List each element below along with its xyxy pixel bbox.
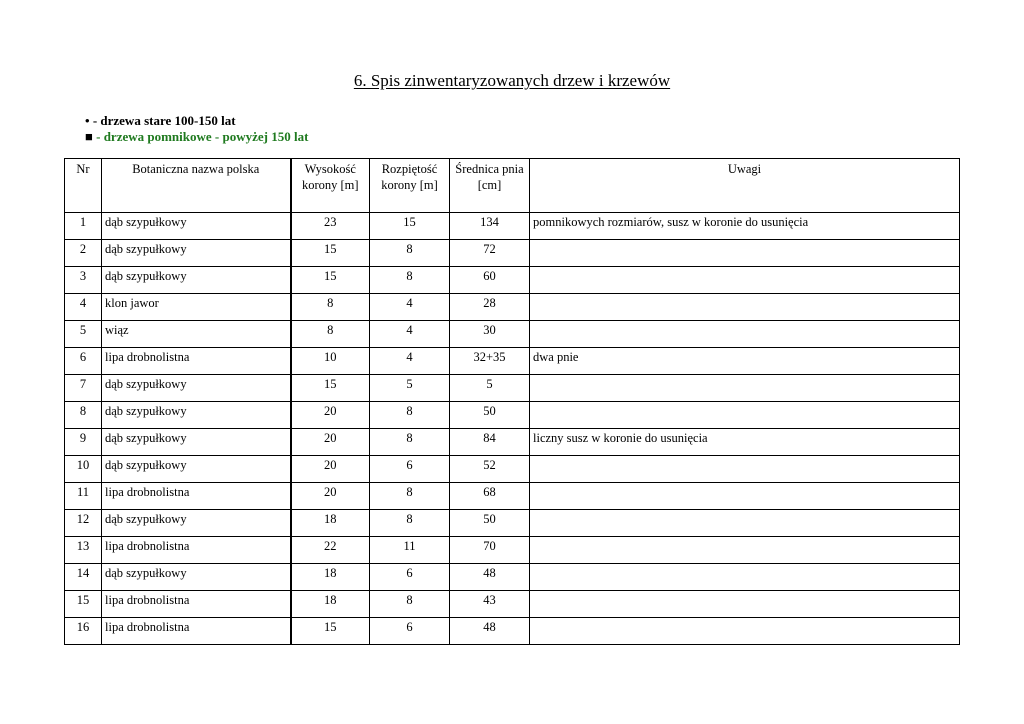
cell-crown-span: 4: [370, 348, 450, 375]
header-name: Botaniczna nazwa polska: [102, 159, 291, 213]
cell-name: lipa drobnolistna: [102, 483, 291, 510]
table-row: [65, 483, 960, 510]
cell-notes: [530, 294, 960, 321]
cell-notes: [530, 564, 960, 591]
cell-crown-height: 15: [291, 618, 370, 645]
cell-notes: pomnikowych rozmiarów, susz w koronie do usunięcia: [530, 213, 960, 240]
cell-trunk-diameter: 68: [450, 483, 530, 510]
legend-item-monument-trees: [85, 129, 308, 145]
cell-name: dąb szypułkowy: [102, 402, 291, 429]
cell-nr: 15: [65, 591, 102, 618]
cell-nr: 14: [65, 564, 102, 591]
cell-crown-height: 10: [291, 348, 370, 375]
cell-nr: 5: [65, 321, 102, 348]
cell-crown-height: 20: [291, 456, 370, 483]
cell-notes: dwa pnie: [530, 348, 960, 375]
table-row: [65, 537, 960, 564]
cell-nr: 12: [65, 510, 102, 537]
table-row: [65, 591, 960, 618]
square-icon: ■: [85, 129, 93, 144]
cell-nr: 13: [65, 537, 102, 564]
cell-nr: 7: [65, 375, 102, 402]
header-crown-span: Rozpiętość korony [m]: [370, 159, 450, 213]
cell-crown-span: 6: [370, 618, 450, 645]
page-title: 6. Spis zinwentaryzowanych drzew i krzewów: [353, 71, 671, 90]
cell-trunk-diameter: 30: [450, 321, 530, 348]
legend-item-old-trees: [85, 113, 308, 129]
cell-crown-span: 11: [370, 537, 450, 564]
cell-nr: 11: [65, 483, 102, 510]
cell-trunk-diameter: 60: [450, 267, 530, 294]
cell-trunk-diameter: 72: [450, 240, 530, 267]
table-row: [65, 240, 960, 267]
table-row: [65, 321, 960, 348]
cell-notes: [530, 510, 960, 537]
cell-name: lipa drobnolistna: [102, 618, 291, 645]
cell-crown-span: 15: [370, 213, 450, 240]
cell-name: dąb szypułkowy: [102, 429, 291, 456]
cell-name: lipa drobnolistna: [102, 591, 291, 618]
table-header-row: [65, 159, 960, 213]
cell-crown-height: 20: [291, 483, 370, 510]
cell-notes: [530, 591, 960, 618]
cell-notes: [530, 375, 960, 402]
cell-crown-height: 22: [291, 537, 370, 564]
cell-name: klon jawor: [102, 294, 291, 321]
cell-crown-height: 15: [291, 267, 370, 294]
legend-label-monument-trees: - drzewa pomnikowe - powyżej 150 lat: [92, 129, 309, 144]
cell-nr: 10: [65, 456, 102, 483]
cell-crown-span: 5: [370, 375, 450, 402]
table-row: [65, 402, 960, 429]
cell-notes: [530, 618, 960, 645]
cell-trunk-diameter: 43: [450, 591, 530, 618]
header-notes: Uwagi: [530, 159, 960, 213]
header-crown-height: Wysokość korony [m]: [291, 159, 370, 213]
cell-nr: 6: [65, 348, 102, 375]
cell-nr: 3: [65, 267, 102, 294]
cell-crown-height: 20: [291, 429, 370, 456]
cell-trunk-diameter: 52: [450, 456, 530, 483]
table-row: [65, 294, 960, 321]
table-row: [65, 267, 960, 294]
cell-crown-height: 18: [291, 591, 370, 618]
table-row: [65, 213, 960, 240]
cell-name: dąb szypułkowy: [102, 510, 291, 537]
cell-trunk-diameter: 32+35: [450, 348, 530, 375]
cell-notes: [530, 240, 960, 267]
cell-crown-span: 8: [370, 267, 450, 294]
legend-label-old-trees: - drzewa stare 100-150 lat: [89, 113, 236, 128]
cell-name: dąb szypułkowy: [102, 375, 291, 402]
table-row: [65, 618, 960, 645]
table-body: [65, 213, 960, 645]
cell-crown-span: 6: [370, 456, 450, 483]
cell-crown-height: 15: [291, 240, 370, 267]
cell-crown-height: 15: [291, 375, 370, 402]
cell-crown-span: 8: [370, 429, 450, 456]
cell-crown-span: 8: [370, 483, 450, 510]
table-row: [65, 429, 960, 456]
cell-crown-span: 4: [370, 294, 450, 321]
cell-trunk-diameter: 50: [450, 510, 530, 537]
cell-name: dąb szypułkowy: [102, 267, 291, 294]
cell-trunk-diameter: 134: [450, 213, 530, 240]
cell-crown-span: 8: [370, 591, 450, 618]
cell-trunk-diameter: 50: [450, 402, 530, 429]
cell-name: lipa drobnolistna: [102, 348, 291, 375]
cell-trunk-diameter: 48: [450, 618, 530, 645]
cell-name: dąb szypułkowy: [102, 564, 291, 591]
table-row: [65, 510, 960, 537]
table-row: [65, 375, 960, 402]
header-nr: Nr: [65, 159, 102, 213]
cell-notes: [530, 456, 960, 483]
cell-crown-height: 20: [291, 402, 370, 429]
cell-crown-height: 18: [291, 564, 370, 591]
cell-crown-height: 8: [291, 294, 370, 321]
cell-name: dąb szypułkowy: [102, 240, 291, 267]
cell-nr: 9: [65, 429, 102, 456]
cell-crown-span: 4: [370, 321, 450, 348]
cell-crown-height: 8: [291, 321, 370, 348]
legend: [85, 113, 308, 145]
cell-crown-height: 23: [291, 213, 370, 240]
table-row: [65, 348, 960, 375]
cell-name: dąb szypułkowy: [102, 456, 291, 483]
cell-nr: 1: [65, 213, 102, 240]
cell-crown-span: 8: [370, 510, 450, 537]
cell-trunk-diameter: 48: [450, 564, 530, 591]
cell-name: lipa drobnolistna: [102, 537, 291, 564]
cell-trunk-diameter: 28: [450, 294, 530, 321]
tree-inventory-table: [64, 158, 960, 645]
table-row: [65, 456, 960, 483]
header-trunk-diameter: Średnica pnia [cm]: [450, 159, 530, 213]
cell-crown-span: 6: [370, 564, 450, 591]
cell-notes: [530, 321, 960, 348]
cell-crown-height: 18: [291, 510, 370, 537]
cell-crown-span: 8: [370, 240, 450, 267]
cell-name: wiąz: [102, 321, 291, 348]
cell-notes: [530, 402, 960, 429]
cell-notes: [530, 483, 960, 510]
cell-nr: 4: [65, 294, 102, 321]
cell-nr: 8: [65, 402, 102, 429]
cell-notes: [530, 537, 960, 564]
cell-trunk-diameter: 84: [450, 429, 530, 456]
table-row: [65, 564, 960, 591]
bullet-icon: •: [85, 113, 90, 128]
cell-notes: liczny susz w koronie do usunięcia: [530, 429, 960, 456]
cell-notes: [530, 267, 960, 294]
cell-nr: 2: [65, 240, 102, 267]
cell-crown-span: 8: [370, 402, 450, 429]
cell-trunk-diameter: 70: [450, 537, 530, 564]
cell-trunk-diameter: 5: [450, 375, 530, 402]
cell-nr: 16: [65, 618, 102, 645]
cell-name: dąb szypułkowy: [102, 213, 291, 240]
